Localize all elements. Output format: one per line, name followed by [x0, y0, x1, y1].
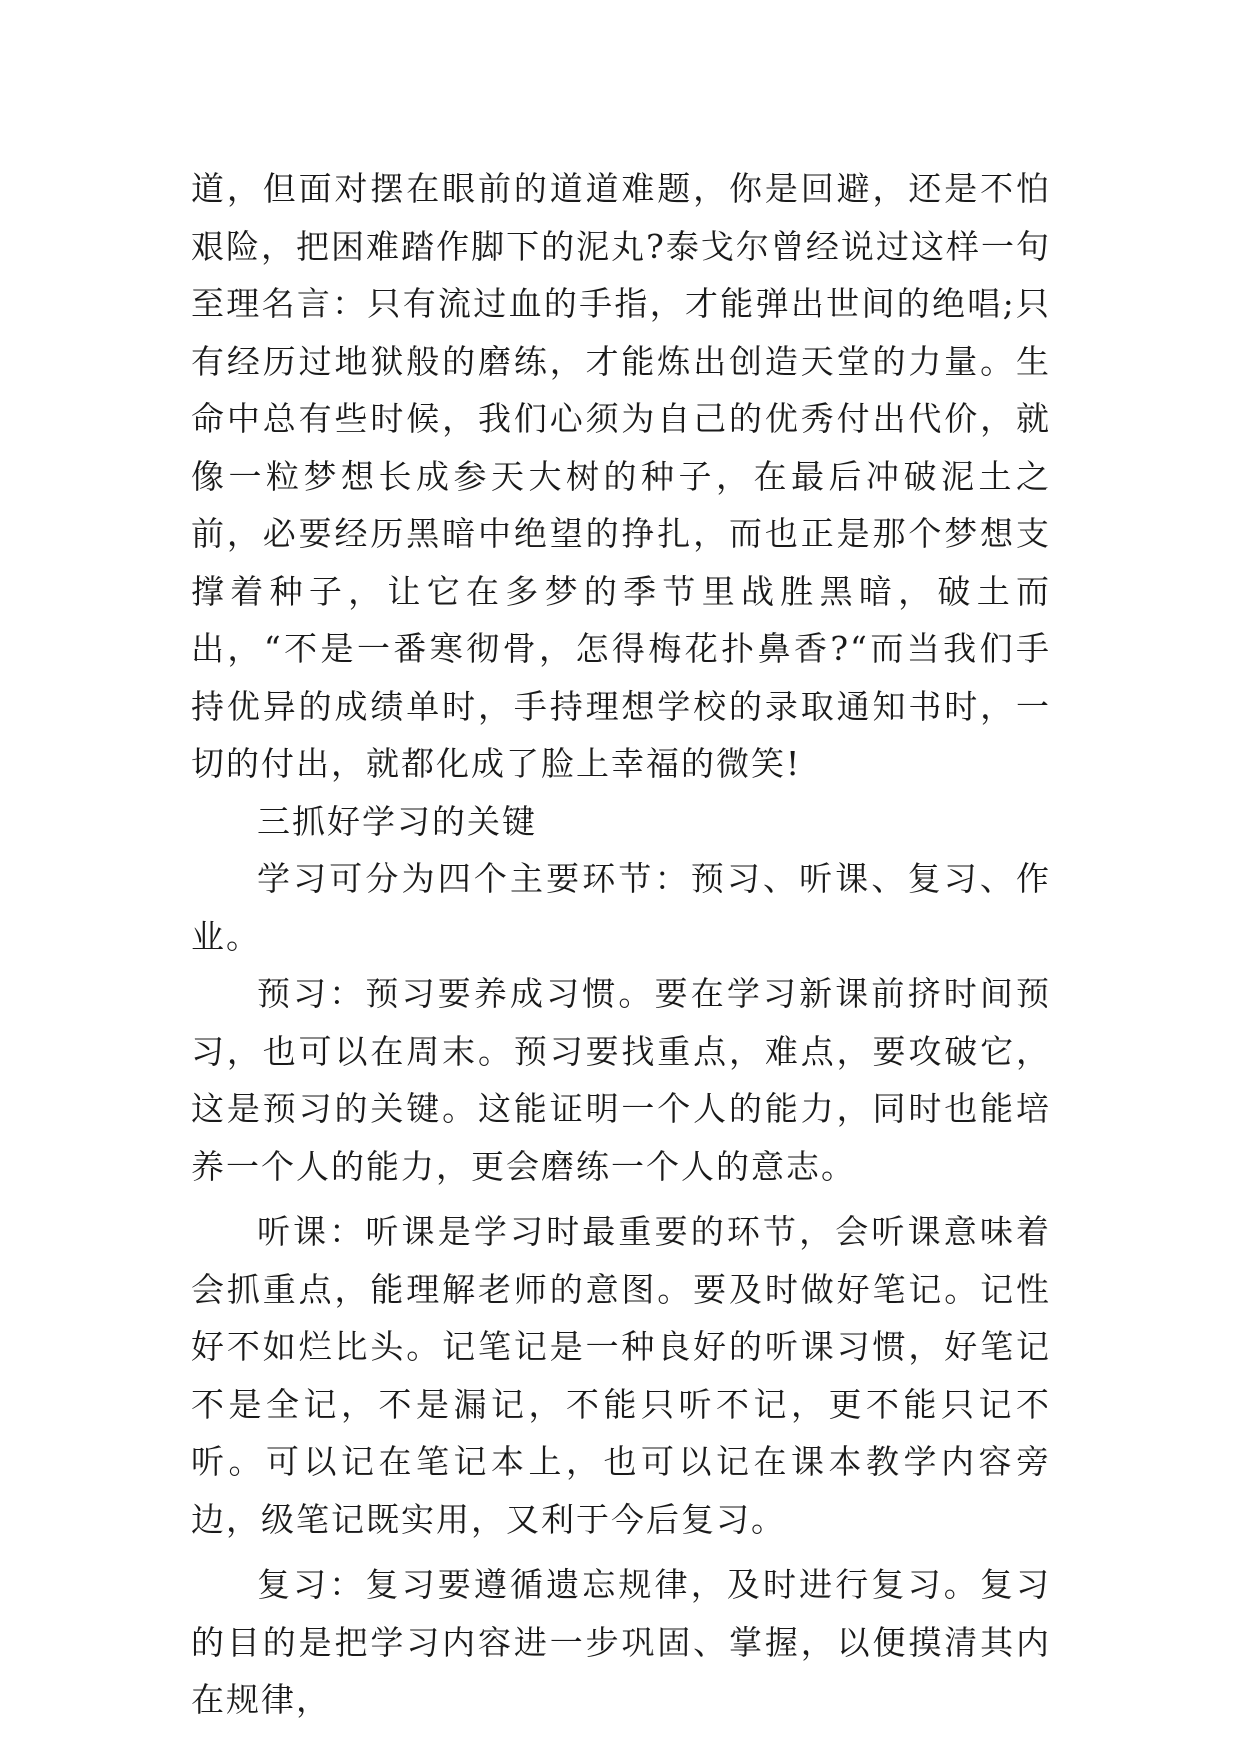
- paragraph-listening: 听课：听课是学习时最重要的环节，会听课意味着会抓重点，能理解老师的意图。要及时做好笔记。记性好不如烂比头。记笔记是一种良好的听课习惯，好笔记不是全记，不是漏记，不能只听不记，更不能只记不听。可以记在笔记本上，也可以记在课本教学内容旁边，级笔记既实用，又利于今后复习。: [191, 1212, 1051, 1539]
- document-body: [191, 160, 1051, 1729]
- paragraph-review: 复习：复习要遵循遗忘规律，及时进行复习。复习的目的是把学习内容进一步巩固、掌握，以便摸清其内在规律，: [191, 1565, 1051, 1719]
- section-heading: 三抓好学习的关键: [257, 801, 537, 841]
- paragraph-overview: 学习可分为四个主要环节：预习、听课、复习、作业。: [191, 859, 1051, 956]
- paragraph-preview: 预习：预习要养成习惯。要在学习新课前挤时间预习，也可以在周末。预习要找重点，难点，要攻破它，这是预习的关键。这能证明一个人的能力，同时也能培养一个人的能力，更会磨练一个人的意志。: [191, 974, 1051, 1186]
- paragraph-continuation: 道，但面对摆在眼前的道道难题，你是回避，还是不怕艰险，把困难踏作脚下的泥丸?泰戈尔曾经说过这样一句至理名言：只有流过血的手指，才能弹出世间的绝唱;只有经历过地狱般的磨练，才能炼出创造天堂的力量。生命中总有些时候，我们心须为自己的优秀付出代价，就像一粒梦想长成参天大树的种子，在最后冲破泥土之前，必要经历黑暗中绝望的挣扎，而也正是那个梦想支撑着种子，让它在多梦的季节里战胜黑暗，破土而出，“不是一番寒彻骨，怎得梅花扑鼻香?“而当我们手持优异的成绩单时，手持理想学校的录取通知书时，一切的付出，就都化成了脸上幸福的微笑!: [191, 169, 1051, 783]
